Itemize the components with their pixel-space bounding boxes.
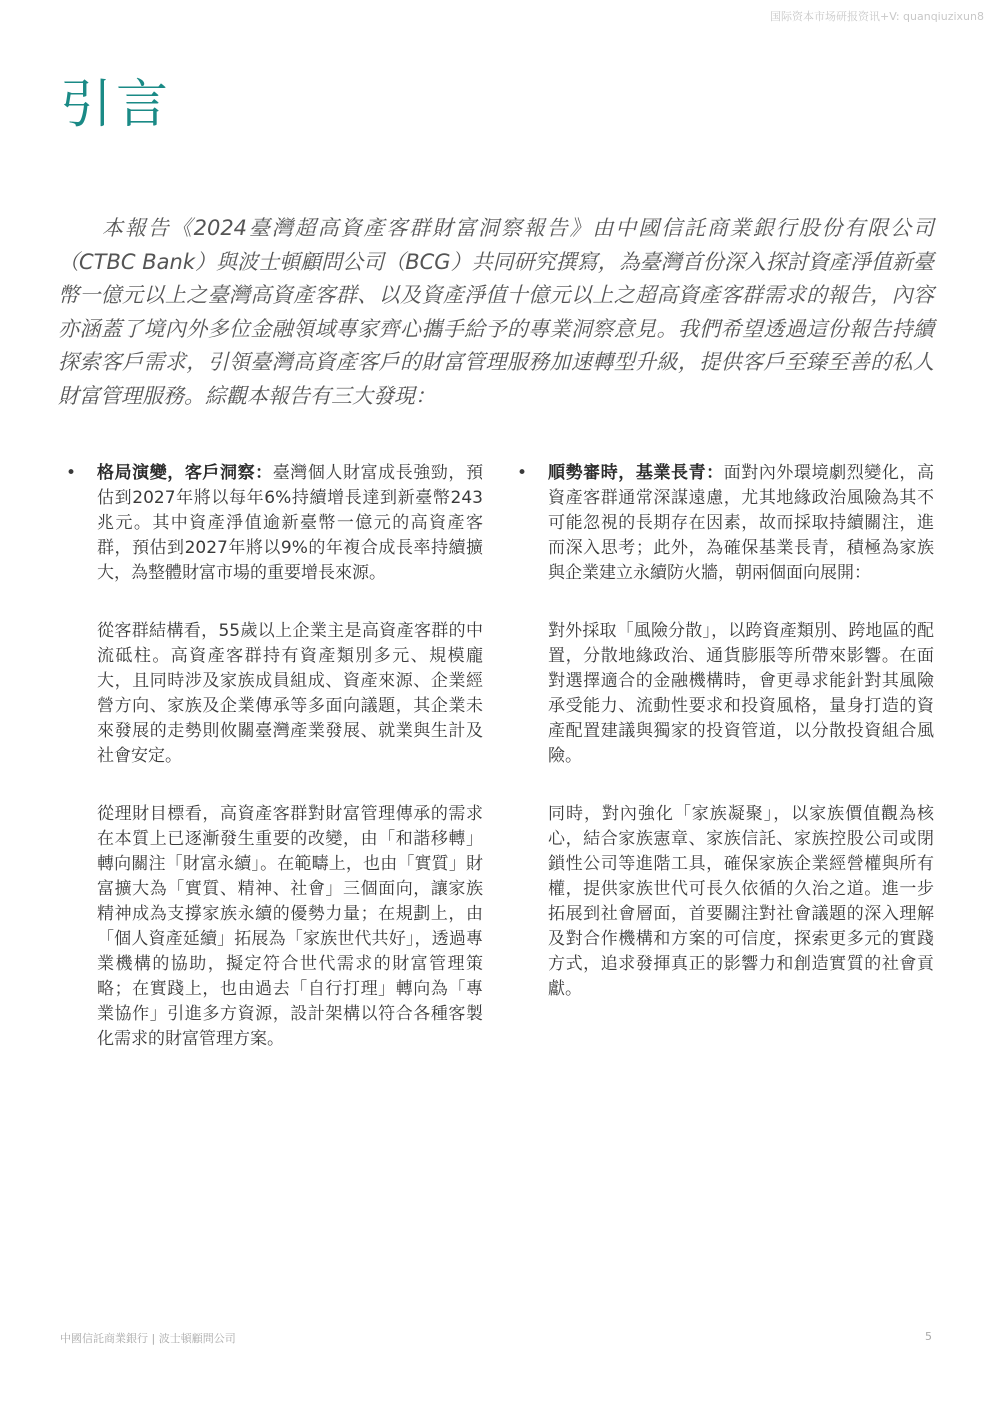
right-column — [517, 461, 935, 1035]
left-column — [66, 461, 484, 1085]
left-paragraph-1: 臺灣個人財富成長強勁，預估到2027年將以每年6%持續增長達到新臺幣243兆元。其中資產淨值逾新臺幣一億元的高資產客群，預估到2027年將以9%的年複合成長率持續擴大，為整體財富市場的重要增長來源。 — [97, 463, 484, 583]
page-title: 引言 — [60, 75, 173, 135]
bullet-icon: • — [66, 463, 77, 483]
left-paragraph-3: 從理財目標看，高資產客群對財富管理傳承的需求在本質上已逐漸發生重要的改變，由「和諧移轉」轉向關注「財富永續」。在範疇上，也由「實質」財富擴大為「實質、精神、社會」三個面向，讓家族精神成為支撐家族永續的優勢力量；在規劃上，由「個人資產延續」拓展為「家族世代共好」，透過專業機構的協助，擬定符合世代需求的財富管理策略；在實踐上，也由過去「自行打理」轉向為「專業協作」引進多方資源，設計架構以符合各種客製化需求的財富管理方案。 — [97, 804, 483, 1049]
intro-paragraph: 本報告《2024臺灣超高資產客群財富洞察報告》由中國信託商業銀行股份有限公司（CTBC Bank）與波士頓顧問公司（BCG）共同研究撰寫，為臺灣首份深入探討資產淨值新臺幣一億元以上之臺灣高資產客群、以及資產淨值十億元以上之超高資產客群需求的報告，內容亦涵蓋了境內外多位金融領域專家齊心攜手給予的專業洞察意見。我們希望透過這份報告持續探索客戶需求，引領臺灣高資產客戶的財富管理服務加速轉型升級，提供客戶至臻至善的私人財富管理服務。綜觀本報告有三大發現： — [58, 216, 934, 408]
watermark-text: 国际资本市场研报资讯+V: quanqiuzixun8 — [769, 10, 984, 23]
page-number: 5 — [925, 1330, 932, 1343]
right-lead-heading: 順勢審時，基業長青： — [548, 463, 724, 483]
left-bullet-paragraph — [66, 461, 484, 586]
footer-publisher: 中國信託商業銀行 | 波士頓顧問公司 — [60, 1332, 236, 1345]
bullet-icon: • — [517, 463, 528, 483]
left-lead-heading: 格局演變，客戶洞察： — [97, 463, 273, 483]
right-paragraph-3: 同時，對內強化「家族凝聚」，以家族價值觀為核心，結合家族憲章、家族信託、家族控股公司或閉鎖性公司等進階工具，確保家族企業經營權與所有權，提供家族世代可長久依循的久治之道。進一步拓展到社會層面，首要關注對社會議題的深入理解及對合作機構和方案的可信度，探索更多元的實踐方式，追求發揮真正的影響力和創造實質的社會貢獻。 — [548, 804, 934, 999]
right-paragraph-1: 面對內外環境劇烈變化，高資產客群通常深謀遠慮，尤其地緣政治風險為其不可能忽視的長期存在因素，故而採取持續關注，進而深入思考；此外，為確保基業長青，積極為家族與企業建立永續防火牆，朝兩個面向展開： — [548, 463, 935, 583]
left-paragraph-2: 從客群結構看，55歲以上企業主是高資產客群的中流砥柱。高資產客群持有資產類別多元、規模龐大，且同時涉及家族成員組成、資產來源、企業經營方向、家族及企業傳承等多面向議題，其企業未來發展的走勢則攸關臺灣產業發展、就業與生計及社會安定。 — [97, 621, 483, 766]
right-paragraph-2: 對外採取「風險分散」，以跨資產類別、跨地區的配置，分散地緣政治、通貨膨脹等所帶來影響。在面對選擇適合的金融機構時，會更尋求能針對其風險承受能力、流動性要求和投資風格，量身打造的資產配置建議與獨家的投資管道，以分散投資組合風險。 — [548, 621, 934, 766]
right-bullet-paragraph — [517, 461, 935, 586]
